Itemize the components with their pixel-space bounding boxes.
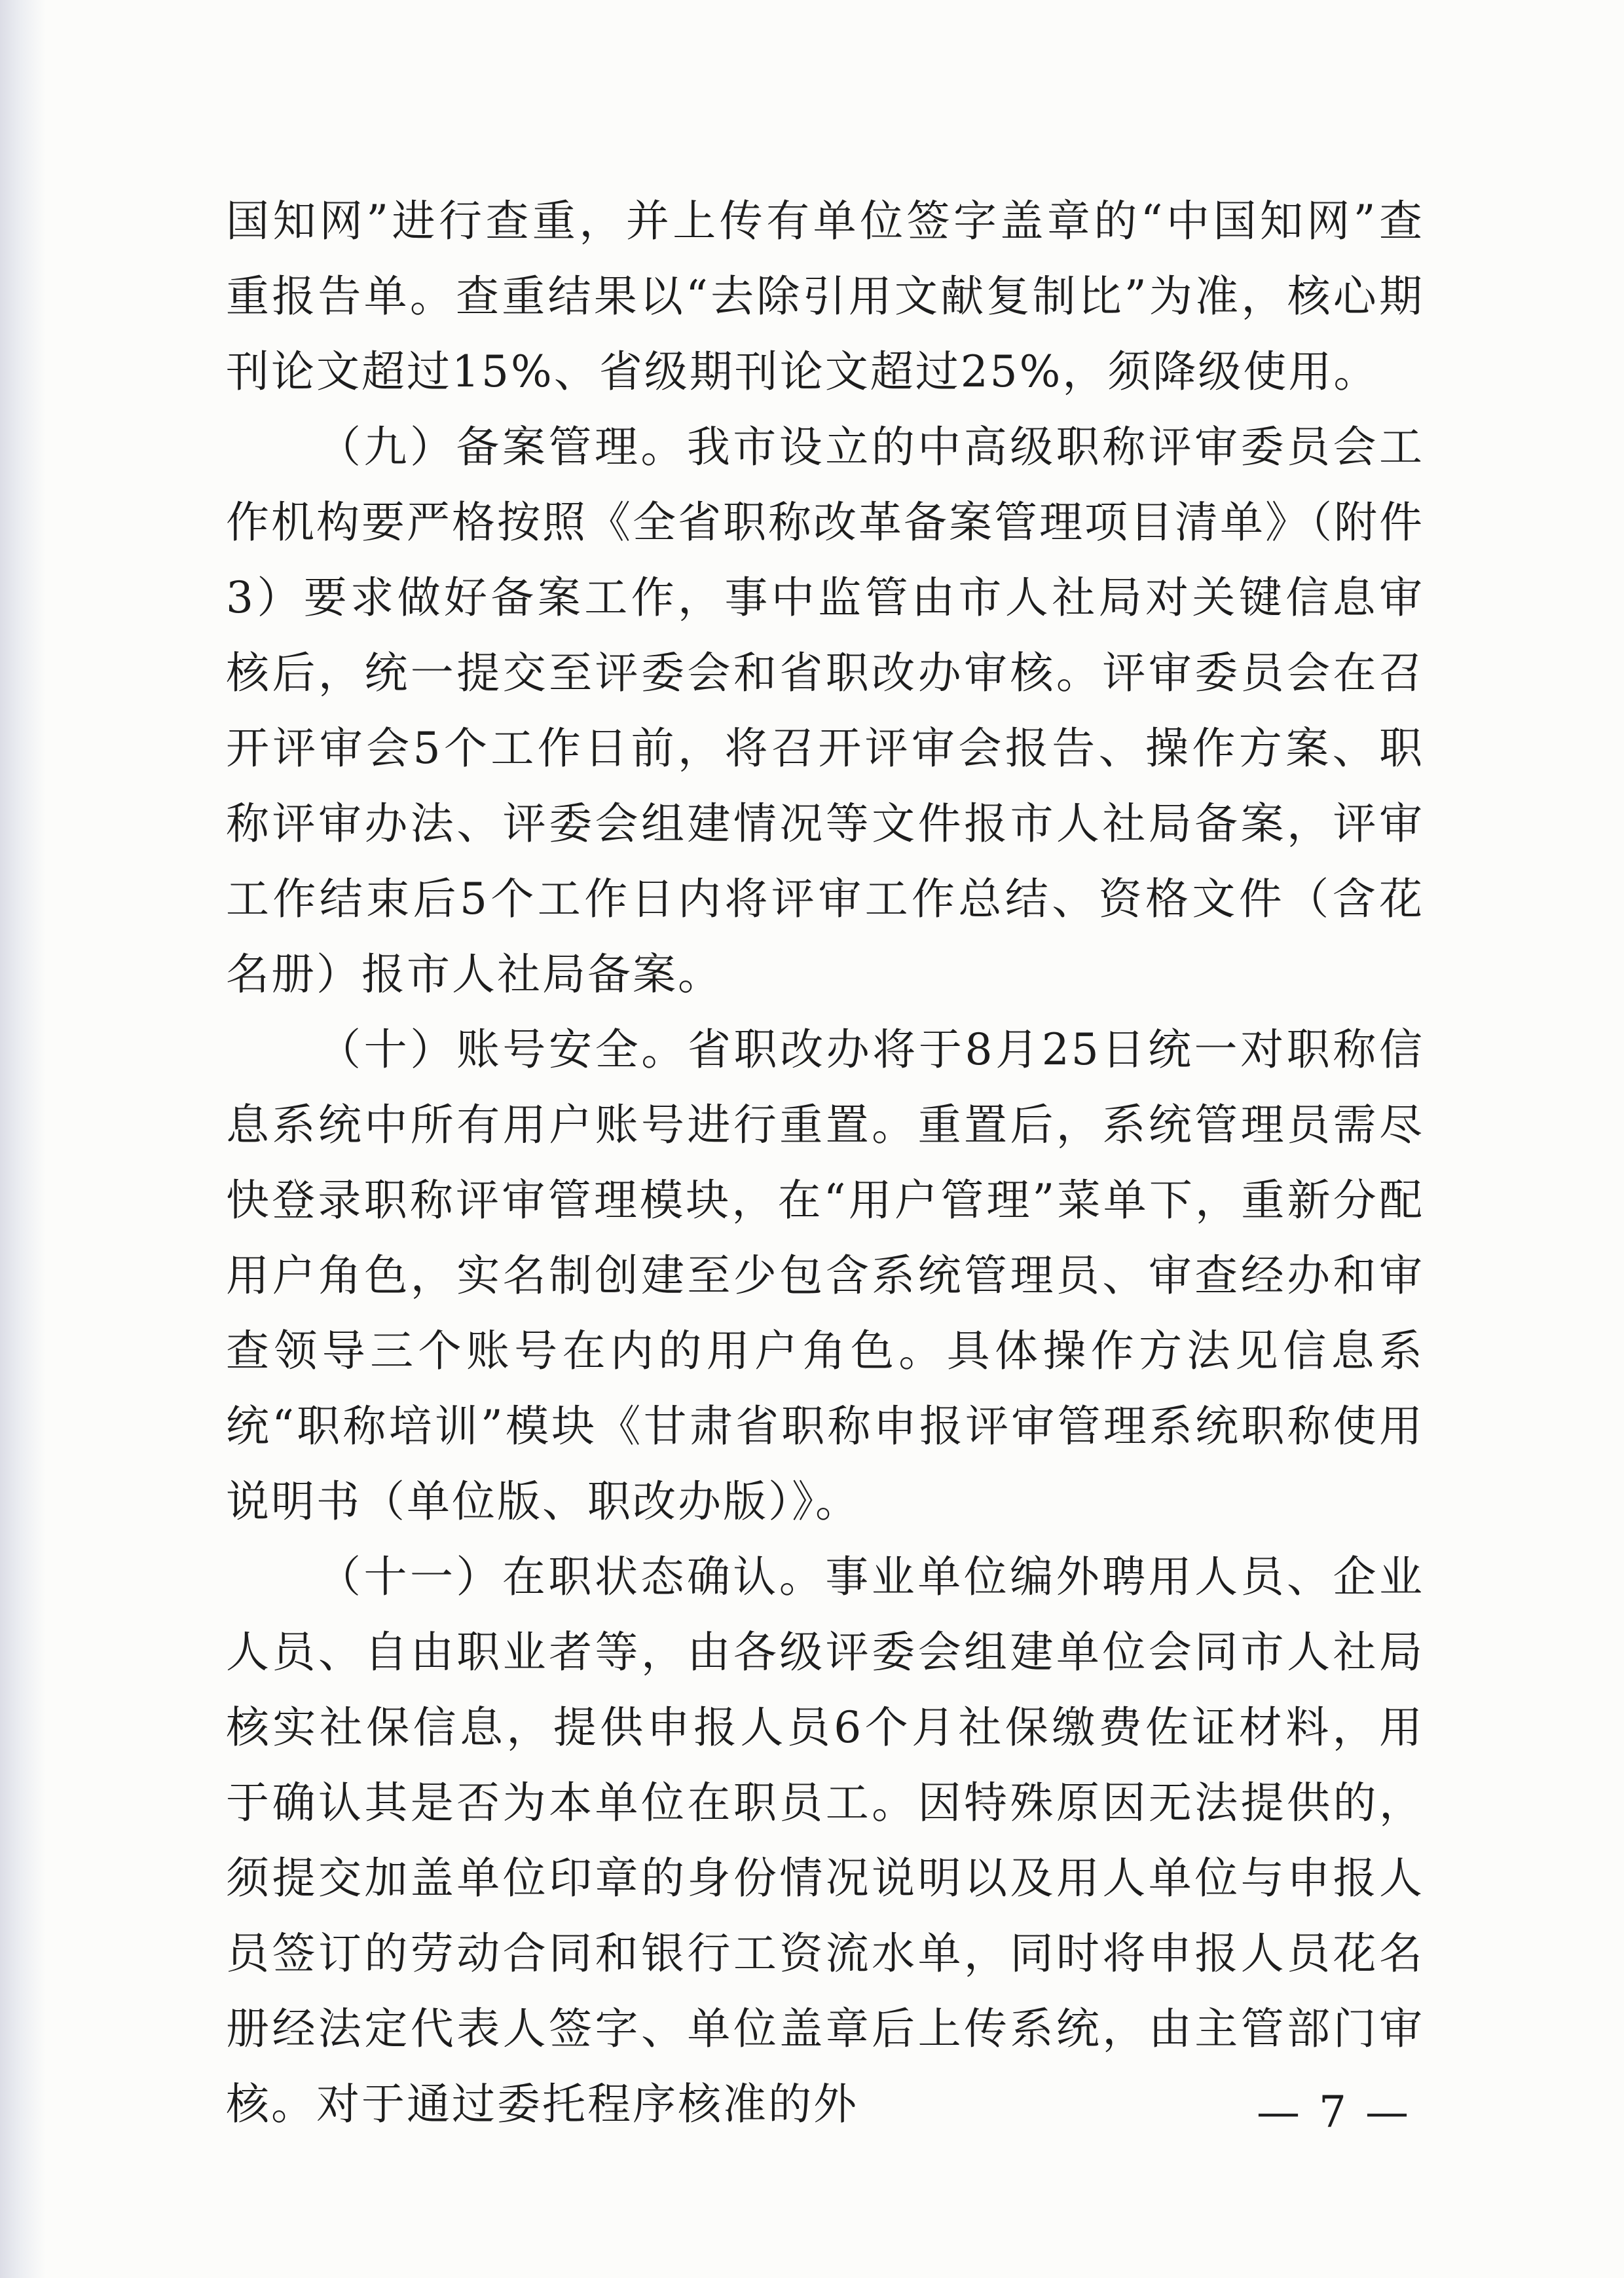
paragraph-filing-management: （九）备案管理。我市设立的中高级职称评审委员会工作机构要严格按照《全省职称改革备案管理项目清单》（附件3）要求做好备案工作，事中监管由市人社局对关键信息审核后，统一提交至评委会和省职改办审核。评审委员会在召开评审会5个工作日前，将召开评审会报告、操作方案、职称评审办法、评委会组建情况等文件报市人社局备案，评审工作结束后5个工作日内将评审工作总结、资格文件（含花名册）报市人社局备案。 <box>226 422 1424 999</box>
scan-edge-shadow <box>0 0 46 2278</box>
paragraph-continuation-plagiarism-check: 国知网”进行查重，并上传有单位签字盖章的“中国知网”查重报告单。查重结果以“去除引用文献复制比”为准，核心期刊论文超过15%、省级期刊论文超过25%，须降级使用。 <box>226 196 1424 397</box>
paragraph-employment-status-confirmation: （十一）在职状态确认。事业单位编外聘用人员、企业人员、自由职业者等，由各级评委会组建单位会同市人社局核实社保信息，提供申报人员6个月社保缴费佐证材料，用于确认其是否为本单位在职员工。因特殊原因无法提供的，须提交加盖单位印章的身份情况说明以及用人单位与申报人员签订的劳动合同和银行工资流水单，同时将申报人员花名册经法定代表人签字、单位盖章后上传系统，由主管部门审核。对于通过委托程序核准的外 <box>226 1552 1424 2129</box>
paragraph-account-security: （十）账号安全。省职改办将于8月25日统一对职称信息系统中所有用户账号进行重置。重置后，系统管理员需尽快登录职称评审管理模块，在“用户管理”菜单下，重新分配用户角色，实名制创建至少包含系统管理员、审查经办和审查领导三个账号在内的用户角色。具体操作方法见信息系统“职称培训”模块《甘肃省职称申报评审管理系统职称使用说明书（单位版、职改办版）》。 <box>226 1024 1424 1527</box>
document-body <box>226 183 1424 2142</box>
page-number: — 7 — <box>1257 2087 1411 2137</box>
